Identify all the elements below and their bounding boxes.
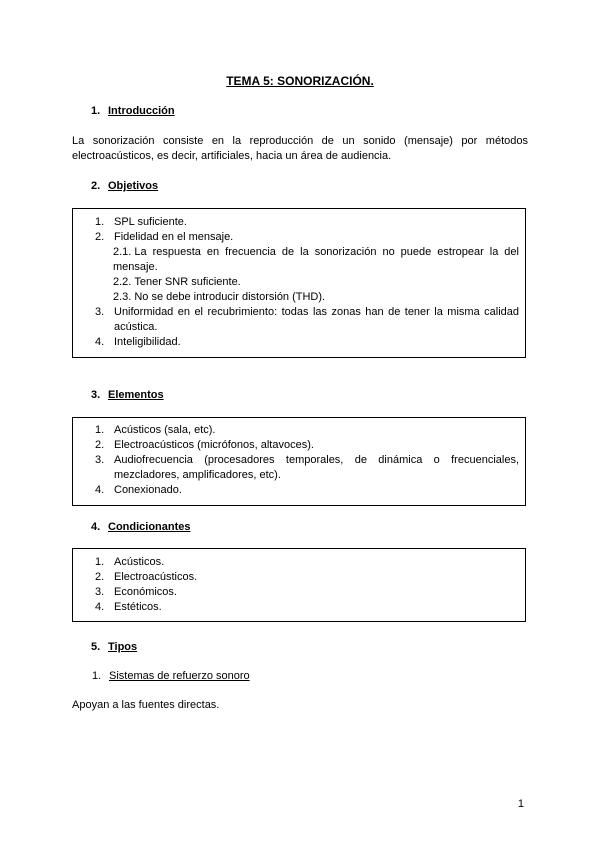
intro-paragraph: La sonorización consiste en la reproducción de un sonido (mensaje) por métodos electroacústicos, es decir, artificiales, hacia un área de audiencia. (72, 135, 528, 162)
item-text: Electroacústicos. (114, 571, 198, 583)
tipos-list-item (92, 669, 250, 684)
item-number: 1. (95, 556, 105, 568)
sub-list-item (73, 245, 525, 275)
page-number: 1 (517, 798, 524, 810)
item-text: Conexionado. (114, 484, 182, 496)
item-text: No se debe introducir distorsión (THD). (134, 291, 326, 303)
item-number: 2.1. (113, 246, 132, 258)
item-text: Acústicos (sala, etc). (114, 424, 216, 436)
section-number: 5. (91, 641, 101, 653)
item-number: 2. (95, 439, 105, 451)
objetivos-box (72, 208, 526, 358)
list-item (73, 555, 525, 570)
list-item (73, 335, 525, 350)
item-number: 2. (95, 231, 105, 243)
item-number: 3. (95, 454, 105, 466)
item-text: Inteligibilidad. (114, 336, 181, 348)
item-number: 1. (92, 670, 102, 682)
list-item (73, 305, 525, 335)
item-number: 3. (95, 586, 105, 598)
section-heading-condicionantes (91, 520, 191, 535)
item-number: 1. (95, 216, 105, 228)
item-number: 2.2. (113, 276, 132, 288)
item-number: 2. (95, 571, 105, 583)
item-number: 4. (95, 601, 105, 613)
section-label: Introducción (108, 105, 175, 117)
item-number: 3. (95, 306, 105, 318)
page-title: TEMA 5: SONORIZACIÓN. (226, 74, 374, 88)
item-number: 1. (95, 424, 105, 436)
item-text: Económicos. (114, 586, 177, 598)
section-number: 2. (91, 180, 101, 192)
list-item (73, 453, 525, 483)
section-heading-objetivos (91, 179, 158, 194)
list-item (73, 585, 525, 600)
list-item (73, 483, 525, 498)
item-text: Acústicos. (114, 556, 165, 568)
condicionantes-box (72, 548, 526, 622)
item-text: Uniformidad en el recubrimiento: todas las zonas han de tener la misma calidad acústica. (114, 306, 519, 333)
list-item (73, 438, 525, 453)
elementos-box (72, 417, 526, 506)
list-item (73, 600, 525, 615)
sub-list-item (73, 275, 525, 290)
item-text: Sistemas de refuerzo sonoro (109, 670, 250, 682)
item-text: Fidelidad en el mensaje. (114, 231, 234, 243)
item-text: Estéticos. (114, 601, 162, 613)
section-number: 3. (91, 389, 101, 401)
section-heading-introduccion (91, 104, 175, 119)
list-item (73, 423, 525, 438)
item-text: Electroacústicos (micrófonos, altavoces). (114, 439, 314, 451)
item-text: Tener SNR suficiente. (134, 276, 241, 288)
list-item (73, 570, 525, 585)
item-text: La respuesta en frecuencia de la sonorización no puede estropear la del mensaje. (113, 246, 519, 273)
item-number: 4. (95, 484, 105, 496)
section-number: 4. (91, 521, 101, 533)
sub-list-item (73, 290, 525, 305)
item-text: Audiofrecuencia (procesadores temporales, de dinámica o frecuenciales, mezcladores, amplificadores, etc). (114, 454, 519, 481)
section-heading-elementos (91, 388, 164, 403)
item-number: 4. (95, 336, 105, 348)
section-heading-tipos (91, 640, 137, 655)
list-item (73, 215, 525, 230)
item-number: 2.3. (113, 291, 132, 303)
section-label: Tipos (108, 641, 138, 653)
section-label: Elementos (108, 389, 164, 401)
section-number: 1. (91, 105, 101, 117)
list-item (73, 230, 525, 245)
section-label: Objetivos (108, 180, 159, 192)
section-label: Condicionantes (108, 521, 191, 533)
item-text: SPL suficiente. (114, 216, 187, 228)
closing-paragraph: Apoyan a las fuentes directas. (72, 699, 220, 711)
